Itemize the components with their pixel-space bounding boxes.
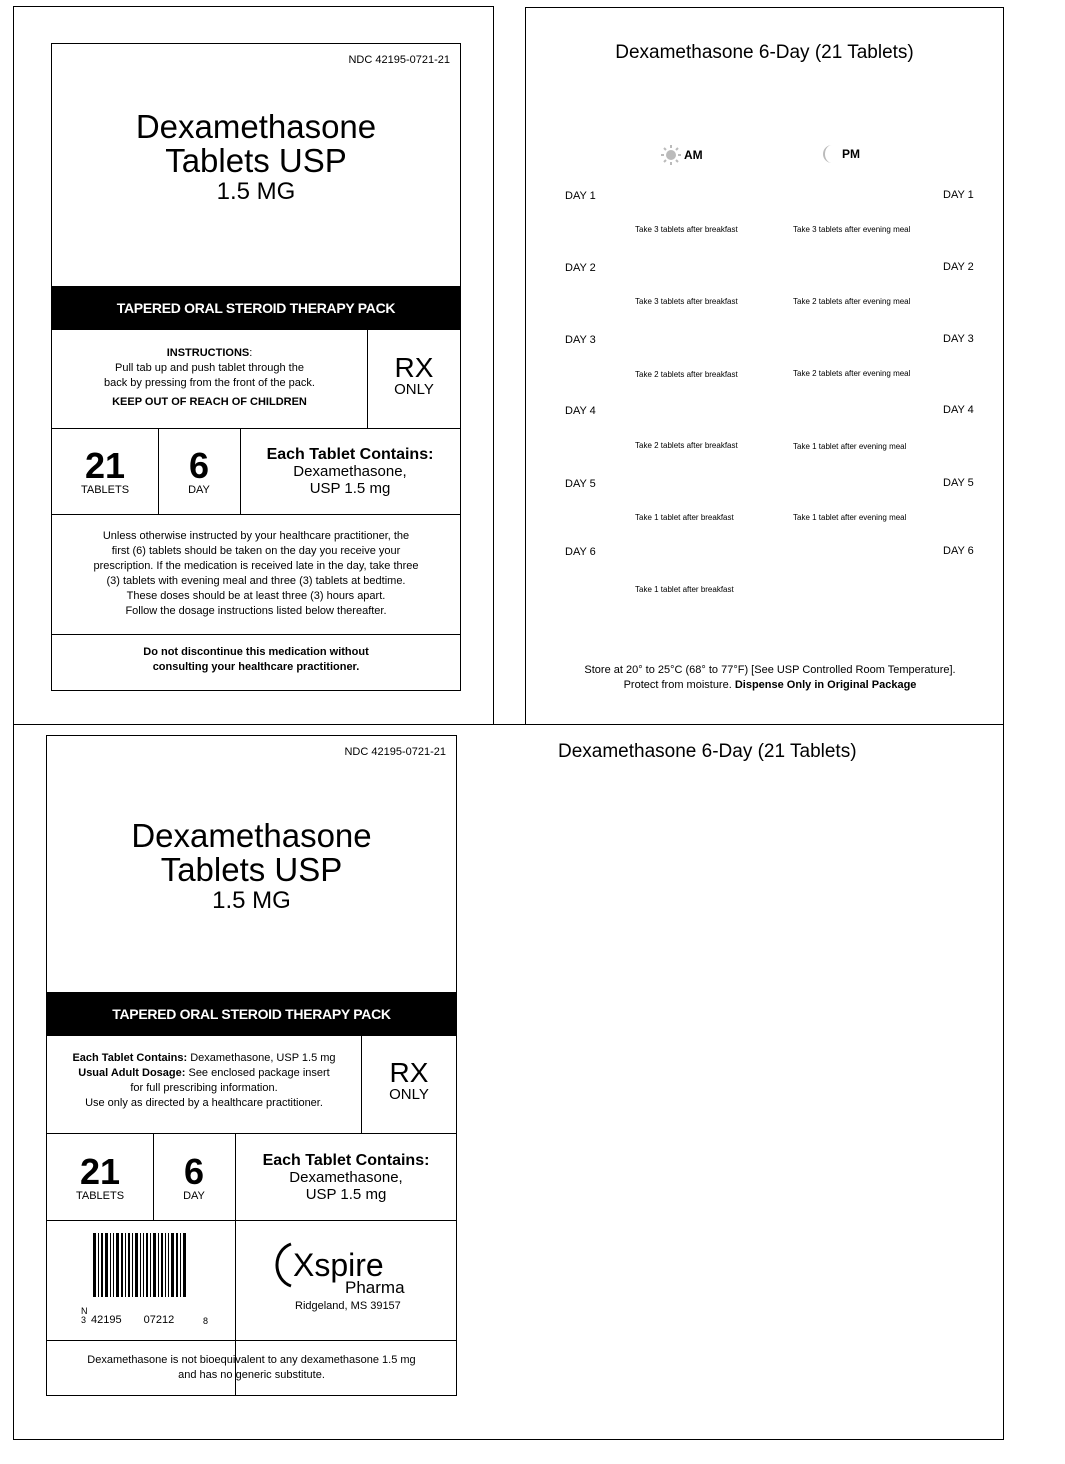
am-dose: Take 3 tablets after breakfast bbox=[635, 225, 738, 234]
xspire-logo bbox=[273, 1242, 405, 1297]
usual-dosage-bold: Usual Adult Dosage: bbox=[78, 1067, 186, 1079]
bioequivalence-line-2: and has no generic substitute. bbox=[178, 1369, 325, 1381]
day-count bbox=[158, 445, 240, 496]
day-label-left: DAY 1 bbox=[565, 190, 596, 202]
am-dose: Take 1 tablet after breakfast bbox=[635, 513, 734, 522]
back-label bbox=[46, 735, 457, 1396]
product-name bbox=[52, 110, 460, 206]
discontinue-line-2: consulting your healthcare practitioner. bbox=[152, 661, 360, 673]
only-text: ONLY bbox=[389, 1086, 429, 1103]
day-label-right: DAY 2 bbox=[943, 261, 974, 273]
tablet-count bbox=[52, 445, 158, 496]
barcode-group-2: 07212 bbox=[143, 1314, 175, 1326]
tablet-count-label: TABLETS bbox=[80, 484, 130, 496]
day-label-right: DAY 4 bbox=[943, 404, 974, 416]
am-dose: Take 3 tablets after breakfast bbox=[635, 297, 738, 306]
product-strength: 1.5 MG bbox=[212, 887, 291, 914]
ndc-number: NDC 42195-0721-21 bbox=[344, 746, 446, 758]
tablet-count-label: TABLETS bbox=[75, 1190, 125, 1202]
therapy-pack-band: TAPERED ORAL STEROID THERAPY PACK bbox=[46, 992, 457, 1036]
moon-icon bbox=[822, 144, 840, 164]
divider bbox=[52, 634, 460, 635]
product-name bbox=[47, 819, 456, 915]
logo-sub: Pharma bbox=[345, 1278, 405, 1297]
divider bbox=[52, 428, 460, 429]
day-count bbox=[153, 1151, 235, 1202]
paragraph-line: These doses should be at least three (3) hours apart. bbox=[126, 590, 386, 602]
discontinue-line-1: Do not discontinue this medication without bbox=[143, 646, 369, 658]
divider bbox=[47, 1340, 456, 1341]
day-label-left: DAY 6 bbox=[565, 546, 596, 558]
instructions-line-1: Pull tab up and push tablet through the bbox=[115, 362, 304, 374]
am-dose: Take 2 tablets after breakfast bbox=[635, 441, 738, 450]
product-line-2: Tablets USP bbox=[160, 851, 343, 888]
use-only-note: Use only as directed by a healthcare practitioner. bbox=[85, 1097, 323, 1109]
instructions-colon: : bbox=[249, 347, 253, 359]
pm-dose: Take 3 tablets after evening meal bbox=[793, 225, 911, 234]
pm-dose: Take 2 tablets after evening meal bbox=[793, 297, 911, 306]
each-tablet-rest: Dexamethasone, USP 1.5 mg bbox=[187, 1052, 336, 1064]
divider bbox=[47, 1133, 456, 1134]
logo-main: Xspire bbox=[293, 1247, 384, 1283]
company-address: Ridgeland, MS 39157 bbox=[295, 1300, 401, 1312]
barcode-digits bbox=[91, 1314, 174, 1326]
pm-dose: Take 1 tablet after evening meal bbox=[793, 442, 907, 451]
pm-label: PM bbox=[842, 147, 860, 161]
day-label-right: DAY 6 bbox=[943, 545, 974, 557]
each-tablet-bold: Each Tablet Contains: bbox=[72, 1052, 188, 1064]
tablet-count-number: 21 bbox=[84, 445, 126, 486]
pm-dose: Take 2 tablets after evening meal bbox=[793, 369, 911, 378]
barcode-prefix-letter: N bbox=[81, 1306, 88, 1316]
ndc-number: NDC 42195-0721-21 bbox=[348, 54, 450, 66]
upc-barcode bbox=[93, 1233, 188, 1297]
dosage-info bbox=[47, 1051, 361, 1111]
each-tablet-contains bbox=[235, 1152, 457, 1203]
each-tablet-line-1: Dexamethasone, bbox=[289, 1169, 403, 1186]
day-count-label: DAY bbox=[188, 484, 210, 496]
day-count-label: DAY bbox=[183, 1190, 205, 1202]
bioequivalence-note bbox=[47, 1353, 456, 1383]
therapy-pack-band: TAPERED ORAL STEROID THERAPY PACK bbox=[51, 286, 461, 330]
rx-only-badge bbox=[361, 1059, 457, 1103]
product-line-1: Dexamethasone bbox=[131, 817, 372, 854]
day-label-right: DAY 3 bbox=[943, 333, 974, 345]
each-tablet-line-2: USP 1.5 mg bbox=[305, 1186, 387, 1203]
divider bbox=[52, 514, 460, 515]
paragraph-line: Unless otherwise instructed by your healthcare practitioner, the bbox=[102, 530, 410, 542]
instructions-block bbox=[52, 346, 367, 410]
schedule-panel-frame bbox=[525, 7, 1004, 725]
usual-dosage bbox=[47, 1066, 361, 1081]
product-line-1: Dexamethasone bbox=[135, 108, 377, 145]
paragraph-line: Follow the dosage instructions listed below thereafter. bbox=[125, 605, 387, 617]
product-strength: 1.5 MG bbox=[216, 178, 296, 205]
usual-dosage-rest: See enclosed package insert bbox=[185, 1067, 330, 1079]
day-count-number: 6 bbox=[183, 1151, 205, 1192]
barcode-group-1: 42195 bbox=[91, 1314, 122, 1326]
paragraph-line: prescription. If the medication is received late in the day, take three bbox=[93, 560, 419, 572]
back-right-title: Dexamethasone 6-Day (21 Tablets) bbox=[558, 741, 857, 762]
each-tablet-title: Each Tablet Contains: bbox=[266, 446, 434, 463]
barcode-prefix-digit: 3 bbox=[81, 1315, 87, 1325]
storage-dispense: Dispense Only in Original Package bbox=[734, 679, 917, 691]
instructions-line-2: back by pressing from the front of the pack. bbox=[104, 377, 315, 389]
each-tablet-title: Each Tablet Contains: bbox=[262, 1152, 430, 1169]
each-tablet-line-1: Dexamethasone, bbox=[293, 463, 407, 480]
front-label bbox=[51, 43, 461, 691]
day-label-right: DAY 5 bbox=[943, 477, 974, 489]
barcode-check-digit: 8 bbox=[203, 1316, 209, 1326]
usual-dosage-line-2: for full prescribing information. bbox=[130, 1082, 278, 1094]
paragraph-line: first (6) tablets should be taken on the day you receive your bbox=[111, 545, 401, 557]
schedule-title: Dexamethasone 6-Day (21 Tablets) bbox=[615, 42, 914, 63]
day-label-left: DAY 3 bbox=[565, 334, 596, 346]
product-line-2: Tablets USP bbox=[165, 142, 347, 179]
pm-header bbox=[822, 144, 860, 164]
am-header bbox=[660, 144, 703, 166]
rx-only-badge bbox=[367, 354, 461, 398]
day-label-left: DAY 2 bbox=[565, 262, 596, 274]
am-dose: Take 2 tablets after breakfast bbox=[635, 370, 738, 379]
sun-icon bbox=[660, 144, 682, 166]
each-tablet-info bbox=[47, 1051, 361, 1066]
day-count-number: 6 bbox=[188, 445, 210, 486]
pm-dose: Take 1 tablet after evening meal bbox=[793, 513, 907, 522]
rx-text: RX bbox=[389, 1057, 429, 1088]
dosage-paragraph bbox=[52, 529, 460, 619]
each-tablet-contains bbox=[240, 446, 460, 497]
storage-line-1: Store at 20° to 25°C (68° to 77°F) [See USP Controlled Room Temperature]. bbox=[584, 664, 956, 676]
bioequivalence-line-1: Dexamethasone is not bioequivalent to any dexamethasone 1.5 mg bbox=[87, 1354, 416, 1366]
keep-out-warning: KEEP OUT OF REACH OF CHILDREN bbox=[112, 396, 307, 408]
divider bbox=[47, 1220, 456, 1221]
day-label-right: DAY 1 bbox=[943, 189, 974, 201]
tablet-count bbox=[47, 1151, 153, 1202]
rx-text: RX bbox=[394, 352, 434, 383]
each-tablet-line-2: USP 1.5 mg bbox=[309, 480, 391, 497]
am-dose: Take 1 tablet after breakfast bbox=[635, 585, 734, 594]
barcode-prefix bbox=[81, 1307, 88, 1325]
am-label: AM bbox=[684, 148, 703, 162]
discontinue-warning bbox=[52, 645, 460, 675]
only-text: ONLY bbox=[394, 381, 434, 398]
day-label-left: DAY 5 bbox=[565, 478, 596, 490]
tablet-count-number: 21 bbox=[79, 1151, 121, 1192]
logo-arc-icon bbox=[273, 1242, 293, 1288]
instructions-title: INSTRUCTIONS bbox=[166, 347, 250, 359]
storage-moisture: Protect from moisture. bbox=[623, 679, 735, 691]
paragraph-line: (3) tablets with evening meal and three (3) tablets at bedtime. bbox=[106, 575, 406, 587]
day-label-left: DAY 4 bbox=[565, 405, 596, 417]
storage-note bbox=[525, 663, 1015, 693]
storage-line-2 bbox=[525, 678, 1015, 693]
